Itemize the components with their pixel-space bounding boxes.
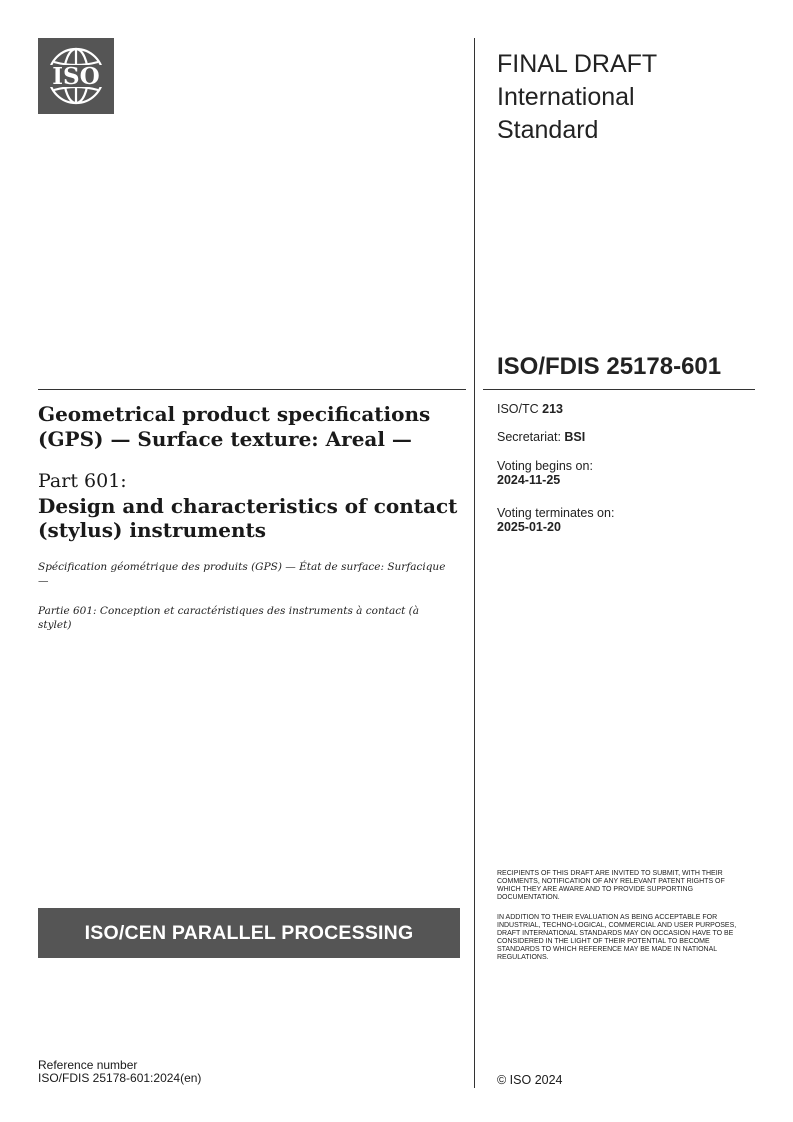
right-rule [483,389,755,390]
title-main: Geometrical product specifications (GPS) — Surface texture: Areal — [38,402,431,451]
voting-terminates-label: Voting terminates on: [497,506,615,520]
voting-begins [497,459,593,487]
parallel-processing-banner: ISO/CEN PARALLEL PROCESSING [38,908,460,958]
left-rule [38,389,466,390]
document-designation: ISO/FDIS 25178-601 [497,353,722,380]
logo-text: ISO [52,63,100,90]
part-number: Part 601: [38,470,127,492]
french-title-part: Partie 601: Conception et caractéristiques des instruments à contact (à stylet) [38,605,420,631]
voting-begins-date: 2024-11-25 [497,473,561,487]
secretariat-label: Secretariat: [497,430,565,444]
tc-value: 213 [542,402,564,416]
regulation-notice: IN ADDITION TO THEIR EVALUATION AS BEING ACCEPTABLE FOR INDUSTRIAL, TECHNO-LOGICAL, COMMERCIAL AND USER PURPOSES, DRAFT INTERNATIONAL STANDARDS MAY ON OCCASION HAVE TO BE CONSIDERED IN THE LIGHT OF THEIR POTENTIAL TO BECOME STANDARDS TO WHICH REFERENCE MAY BE MADE IN NATIONAL REGULATIONS. [497,914,737,961]
iso-globe-icon [38,38,114,114]
reference-number-value: ISO/FDIS 25178-601:2024(en) [38,1071,202,1085]
secretariat [497,430,585,444]
secretariat-value: BSI [564,430,586,444]
french-title-main: Spécification géométrique des produits (GPS) — État de surface: Surfacique — [38,561,446,587]
voting-terminates-date: 2025-01-20 [497,520,561,534]
voting-begins-label: Voting begins on: [497,459,593,473]
part-title: Design and characteristics of contact (stylus) instruments [38,494,458,542]
iso-logo [38,38,114,114]
document-status [497,48,757,147]
patent-notice: RECIPIENTS OF THIS DRAFT ARE INVITED TO SUBMIT, WITH THEIR COMMENTS, NOTIFICATION OF ANY RELEVANT PATENT RIGHTS OF WHICH THEY ARE AWARE AND TO PROVIDE SUPPORTING DOCUMENTATION. [497,870,725,901]
status-line-3: Standard [497,116,599,144]
tc-label: ISO/TC [497,402,543,416]
column-divider [474,38,475,1088]
reference-number-label: Reference number [38,1058,138,1072]
status-line-2: International [497,83,635,111]
status-line-1: FINAL DRAFT [497,50,658,78]
voting-terminates [497,506,614,534]
technical-committee [497,402,563,416]
copyright: © ISO 2024 [497,1073,563,1087]
